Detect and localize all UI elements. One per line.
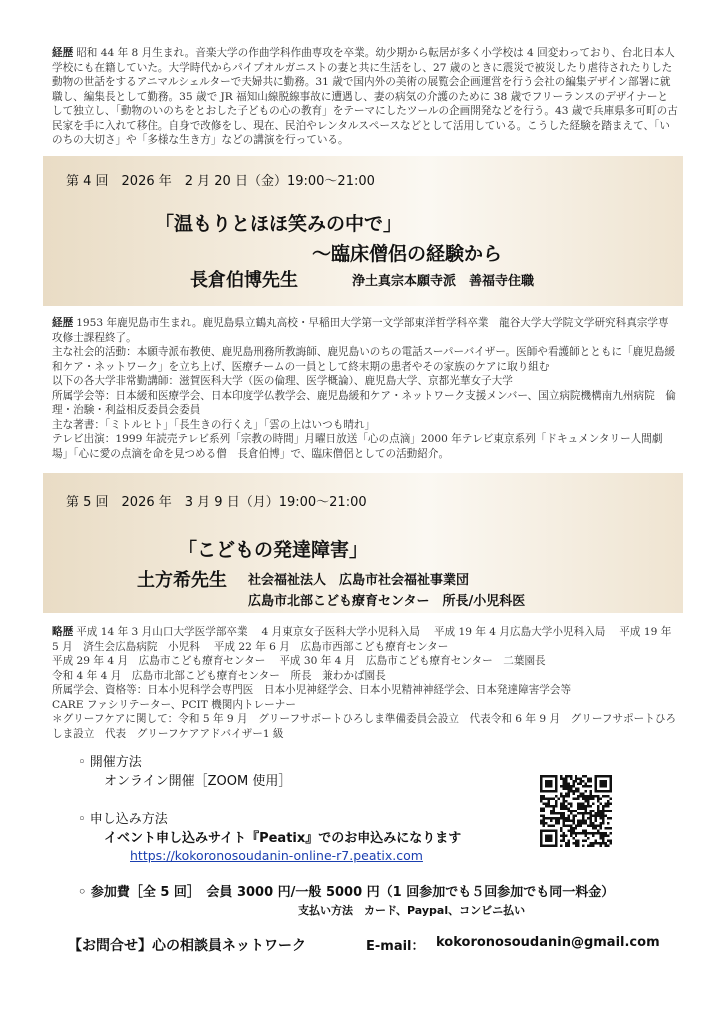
session-5-title: 「こどもの発達障害」 xyxy=(178,539,369,561)
bio-3-line: 平成 29 年 4 月 広島市こども療育センター 平成 30 年 4 月 広島市こども療育センター 二葉園長 xyxy=(52,655,546,667)
method-heading: ◦ 開催方法 xyxy=(78,755,142,770)
apply-heading: ◦ 申し込み方法 xyxy=(78,812,168,827)
apply-value: イベント申し込みサイト『Peatix』でのお申込みになります xyxy=(104,831,462,846)
bio-2 xyxy=(52,316,678,461)
bio-1-text: 昭和 44 年 8 月生まれ。音楽大学の作曲学科作曲専攻を卒業。幼少期から転居が多く小学校は 4 回変わっており、台北日本人学校にも在籍していた。大学時代からパイプオルガニストの妻と共に生活をし、27 歳のときに震災で被災したり虐待されたりした動物の世話をするアニマルシェルターで夫婦共に勤務。31 歳で国内外の美術の展覧会企画運営を行う会社の編集デザイン部署に就職し、編集長として勤務。35 歳で JR 福知山線脱線事故に遭遇し、妻の病気の介護のために 38 歳でフリーランスのデザイナーとして独立し、「動物のいのちをとおした子どもの心の教育」をテーマにしたツールの企画開発などを行う。43 歳で兵庫県多可町の古民家を手に入れて移住。自身で改修をし、現在、民泊やレンタルスペースなどとして活用している。こうした経験を踏まえて、「いのちの大切さ」や「多様な生き方」などの講演を行っている。 xyxy=(52,47,678,146)
session-5-header: 第 5 回 2026 年 3 月 9 日（月）19:00～21:00 xyxy=(66,495,367,510)
session-5-speaker: 土方希先生 xyxy=(137,570,227,591)
bio-2-label: 経歴 xyxy=(52,317,74,329)
bio-3-label: 略歴 xyxy=(52,626,74,638)
bio-3-line: CARE ファシリテーター、PCIT 機関内トレーナー xyxy=(52,698,296,711)
session-4-header: 第 4 回 2026 年 2 月 20 日（金）19:00～21:00 xyxy=(66,174,375,189)
bio-2-line: テレビ出演：1999 年読売テレビ系列「宗教の時間」月曜日放送「心の点滴」2000 年テレビ東京系列「ドキュメンタリー人間劇場」「心に愛の点滴を命を見つめる僧 長倉伯博」で、臨床僧侶としての活動紹介。 xyxy=(52,433,663,460)
email-address[interactable]: kokoronosoudanin@gmail.com xyxy=(436,935,660,950)
bio-3-line: 平成 14 年 3 月山口大学医学部卒業 4 月東京女子医科大学小児科入局 平成 19 年 4 月広島大学小児科入局 平成 19 年 5 月 済生会広島病院 小児科 平成 22 年 6 月 広島市西部こども療育センター xyxy=(52,626,672,653)
session-4-title-line2: ～臨床僧侶の経験から xyxy=(312,243,503,265)
contact-label: 【お問合せ】心の相談員ネットワーク xyxy=(68,938,306,954)
session-4-speaker: 長倉伯博先生 xyxy=(190,270,298,291)
bio-3-line: ＊グリーフケアに関して：令和 5 年 9 月 グリーフサポートひろしま準備委員会設立 代表令和 6 年 9 月 グリーフサポートひろしま設立 代表 グリーフケアアドバイザー1 級 xyxy=(52,713,677,740)
session-4-affiliation: 浄土真宗本願寺派 善福寺住職 xyxy=(352,274,535,289)
session-4-title-line1: 「温もりとほほ笑みの中で」 xyxy=(155,213,403,235)
bio-2-line: 所属学会等：日本緩和医療学会、日本印度学仏教学会、鹿児島緩和ケア・ネットワーク支援メンバー、国立病院機構南九州病院 倫理・治験・利益相反委員会委員 xyxy=(52,389,676,416)
session-5-affiliation-1: 社会福祉法人 広島市社会福祉事業団 xyxy=(248,573,470,588)
qr-code-icon[interactable] xyxy=(540,775,612,847)
fee-line: ◦ 参加費［全 5 回］ 会員 3000 円/一般 5000 円（1 回参加でも５回参加でも同一料金） xyxy=(78,885,615,900)
bio-2-line: 主な著書：「ミトルヒト」「長生きの行くえ」「雲の上はいつも晴れ」 xyxy=(52,418,376,431)
bio-1-label: 経歴 xyxy=(52,47,74,59)
peatix-link[interactable]: https://kokoronosoudanin-online-r7.peatix.com xyxy=(130,848,423,863)
bio-2-line: 以下の各大学非常勤講師：滋賀医科大学（医の倫理、医学概論）、鹿児島大学、京都光華女子大学 xyxy=(52,375,513,387)
bio-2-line: 1953 年鹿児島市生まれ。鹿児島県立鶴丸高校・早稲田大学第一文学部東洋哲学科卒業 龍谷大学大学院文学研究科真宗学専攻修士課程終了。 xyxy=(52,317,669,344)
bio-2-line: 主な社会的活動：本願寺派布教使、鹿児島刑務所教誨師、鹿児島いのちの電話スーパーバイザー。医師や看護師とともに「鹿児島緩和ケア・ネットワーク」を立ち上げ、医療チームの一員として終末期の患者やその家族のケアに取り組む xyxy=(52,346,676,373)
method-value: オンライン開催［ZOOM 使用］ xyxy=(104,774,292,789)
payment-line: 支払い方法 カード、Paypal、コンビニ払い xyxy=(298,904,526,917)
bio-3 xyxy=(52,625,678,741)
bio-3-line: 所属学会、資格等：日本小児科学会専門医 日本小児神経学会、日本小児精神神経学会、日本発達障害学会等 xyxy=(52,684,572,696)
bio-3-line: 令和 4 年 4 月 広島市北部こども療育センター 所長 兼わかば園長 xyxy=(52,669,386,682)
bio-1 xyxy=(52,46,678,148)
email-label: E-mail： xyxy=(366,939,425,954)
session-5-affiliation-2: 広島市北部こども療育センター 所長/小児科医 xyxy=(248,594,526,609)
